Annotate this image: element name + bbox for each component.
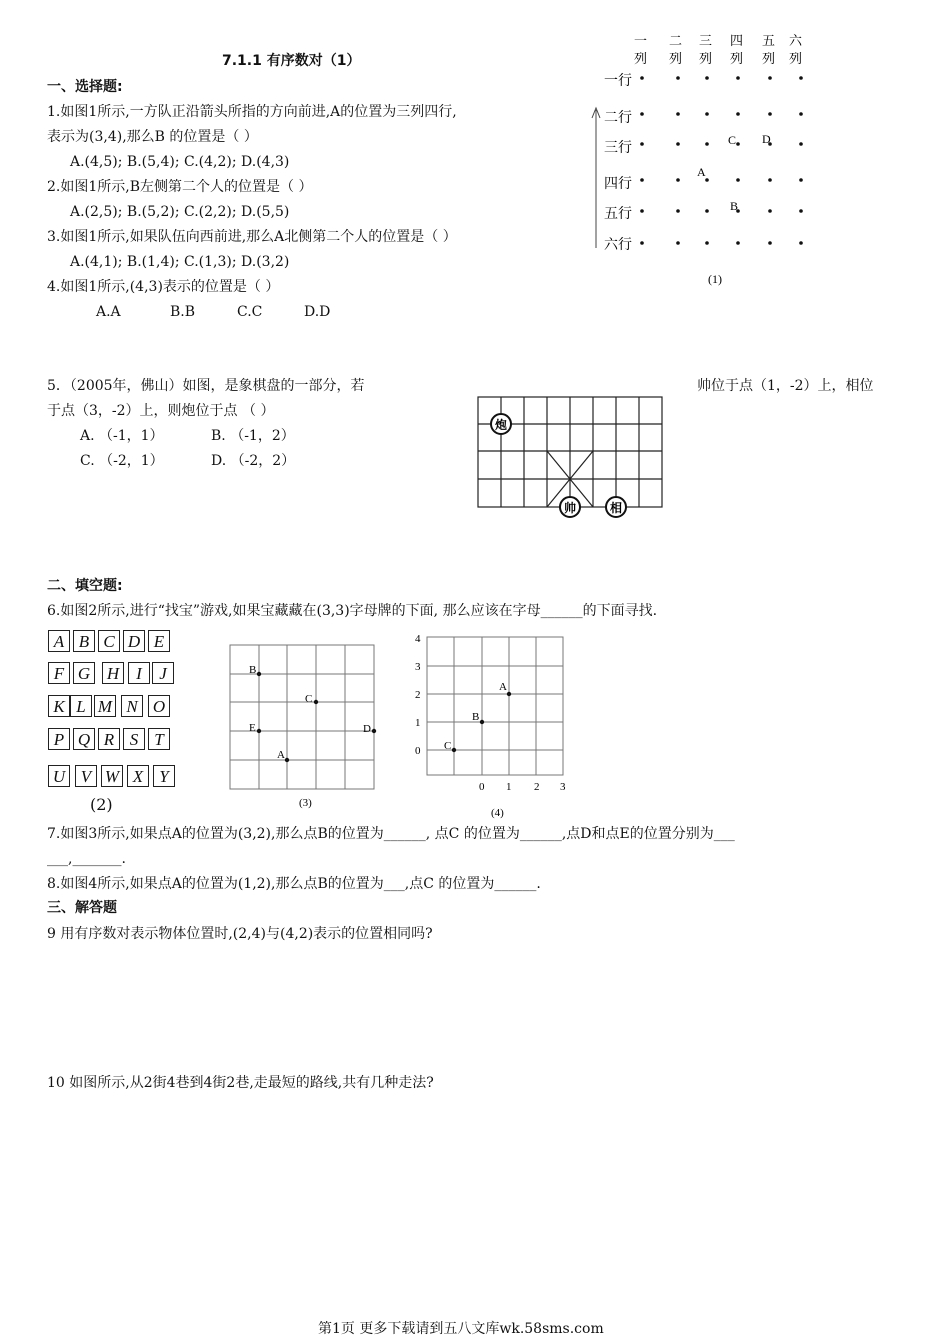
fig1-row-1: 一行 bbox=[604, 74, 632, 89]
q9-text: 9 用有序数对表示物体位置时,(2,4)与(4,2)表示的位置相同吗? bbox=[47, 926, 433, 942]
fig4-xtick: 0 bbox=[479, 781, 485, 793]
fig1-dot-r4-c5 bbox=[768, 178, 772, 182]
fig1-dot-r6-c5 bbox=[768, 241, 772, 245]
fig1-col-4-a: 四 bbox=[730, 33, 744, 48]
fig1-dot-r6-c6 bbox=[799, 241, 803, 245]
fig3-point-d bbox=[372, 729, 376, 733]
fig1-dot-r5-c5 bbox=[768, 209, 772, 213]
letter-card: V bbox=[75, 765, 97, 787]
letter-card: G bbox=[73, 662, 95, 684]
q5-option-a: A. （-1，1） bbox=[80, 428, 164, 444]
fig1-dot-r6-c4 bbox=[736, 241, 740, 245]
piece-xiang-label: 相 bbox=[609, 501, 623, 515]
q5-text-a: 5．（2005年，佛山）如图，是象棋盘的一部分，若 bbox=[47, 378, 365, 394]
q5-text-2: 于点（3，-2）上，则炮位于点 （ ） bbox=[47, 403, 275, 419]
fig1-dot-r3-c4 bbox=[736, 142, 740, 146]
fig1-col-3-a: 三 bbox=[699, 33, 713, 48]
fig4-point-c bbox=[452, 748, 456, 752]
q4-text: 4.如图1所示,(4,3)表示的位置是（ ） bbox=[47, 279, 280, 295]
fig1-caption: (1) bbox=[708, 272, 722, 286]
fig1-col-4-b: 列 bbox=[730, 51, 744, 66]
section-answer-heading: 三、解答题 bbox=[47, 900, 117, 916]
fig1-dot-r1-c2 bbox=[676, 76, 680, 80]
fig4-ytick: 2 bbox=[415, 689, 421, 701]
fig1-dot-r3-c3 bbox=[705, 142, 709, 146]
fig4-label-a: A bbox=[499, 681, 507, 693]
fig4-xtick: 1 bbox=[506, 781, 512, 793]
q1-text-2: 表示为(3,4),那么B 的位置是（ ） bbox=[47, 129, 258, 145]
fig1-row-6: 六行 bbox=[604, 238, 632, 253]
fig1-dot-r3-c1 bbox=[640, 142, 644, 146]
fig4-xtick: 3 bbox=[560, 781, 566, 793]
fig1-col-3-b: 列 bbox=[699, 51, 713, 66]
fig1-dots bbox=[640, 76, 803, 245]
fig3-label-e: E bbox=[249, 722, 256, 734]
fig1-dot-r5-c6 bbox=[799, 209, 803, 213]
fig1-col-headers bbox=[634, 33, 803, 66]
fig1-dot-r1-c3 bbox=[705, 76, 709, 80]
fig3-point-b bbox=[257, 672, 261, 676]
fig1-dot-r5-c1 bbox=[640, 209, 644, 213]
fig1-label-a: A bbox=[697, 165, 706, 179]
piece-xiang bbox=[606, 497, 626, 517]
q8-text: 8.如图4所示,如果点A的位置为(1,2),那么点B的位置为___,点C 的位置为______. bbox=[47, 876, 541, 892]
letter-card: L bbox=[70, 695, 92, 717]
fig1-dot-r2-c4 bbox=[736, 112, 740, 116]
fig4-ytick: 0 bbox=[415, 745, 421, 757]
piece-shuai bbox=[560, 497, 580, 517]
fig3-label-c: C bbox=[305, 693, 313, 705]
fig1-col-5-b: 列 bbox=[762, 51, 776, 66]
page-footer: 第1页 更多下载请到五八文库wk.58sms.com bbox=[318, 1321, 604, 1337]
fig1-dot-r4-c6 bbox=[799, 178, 803, 182]
fig1-dot-r2-c6 bbox=[799, 112, 803, 116]
letter-card: N bbox=[121, 695, 143, 717]
fig3-point-e bbox=[257, 729, 261, 733]
fig1-dot-r1-c5 bbox=[768, 76, 772, 80]
fig4-xtick: 2 bbox=[534, 781, 540, 793]
fig4-ytick: 1 bbox=[415, 717, 421, 729]
q10-text: 10 如图所示,从2街4巷到4街2巷,走最短的路线,共有几种走法? bbox=[47, 1075, 434, 1091]
letter-card: T bbox=[148, 728, 170, 750]
fig2-caption: (2) bbox=[90, 795, 113, 814]
letter-card: X bbox=[127, 765, 149, 787]
fig1-dot-r6-c2 bbox=[676, 241, 680, 245]
page-title: 7.1.1 有序数对（1） bbox=[222, 53, 361, 69]
q3-text: 3.如图1所示,如果队伍向西前进,那么A北侧第二个人的位置是（ ） bbox=[47, 229, 457, 245]
letter-card: Y bbox=[153, 765, 175, 787]
fig1-dot-r2-c1 bbox=[640, 112, 644, 116]
section-choice-heading: 一、选择题: bbox=[47, 79, 123, 95]
letter-card: S bbox=[123, 728, 145, 750]
letter-card: U bbox=[48, 765, 70, 787]
q4-option-d: D.D bbox=[304, 304, 331, 320]
fig3-point-c bbox=[314, 700, 318, 704]
fig3-label-b: B bbox=[249, 664, 257, 676]
figure-1-formation bbox=[590, 30, 820, 295]
fig4-grid-lines bbox=[427, 637, 563, 775]
letter-card: J bbox=[152, 662, 174, 684]
q1-text: 1.如图1所示,一方队正沿箭头所指的方向前进,A的位置为三列四行, bbox=[47, 104, 457, 120]
fig1-dot-r2-c2 bbox=[676, 112, 680, 116]
letter-card: C bbox=[98, 630, 120, 652]
fig4-caption: (4) bbox=[491, 807, 504, 819]
letter-card: Q bbox=[73, 728, 95, 750]
fig1-dot-r2-c5 bbox=[768, 112, 772, 116]
fig1-dot-r2-c3 bbox=[705, 112, 709, 116]
piece-shuai-label: 帅 bbox=[563, 501, 577, 515]
q7-text: 7.如图3所示,如果点A的位置为(3,2),那么点B的位置为______, 点C 的位置为______,点D和点E的位置分别为___ bbox=[47, 826, 735, 842]
letter-card: D bbox=[123, 630, 145, 652]
q4-option-a: A.A bbox=[96, 304, 121, 320]
fig4-ytick: 4 bbox=[415, 633, 421, 645]
q7-text-2: ___,_______. bbox=[47, 851, 126, 867]
q1-options: A.(4,5); B.(5,4); C.(4,2); D.(4,3) bbox=[70, 154, 290, 170]
fig1-label-c: C bbox=[728, 133, 737, 147]
letter-card: K bbox=[48, 695, 70, 717]
piece-pao-label: 炮 bbox=[494, 418, 508, 432]
q5-option-d: D. （-2，2） bbox=[211, 453, 296, 469]
figure-4-coordinate-grid bbox=[405, 628, 580, 823]
q6-text: 6.如图2所示,进行“找宝”游戏,如果宝藏藏在(3,3)字母牌的下面, 那么应该在字母______的下面寻找. bbox=[47, 603, 658, 619]
fig1-row-2: 二行 bbox=[604, 111, 632, 126]
fig1-dot-r4-c3 bbox=[705, 178, 709, 182]
letter-card: E bbox=[148, 630, 170, 652]
fig1-col-1-b: 列 bbox=[634, 51, 648, 66]
fig1-col-6-b: 列 bbox=[789, 51, 803, 66]
fig1-dot-r6-c3 bbox=[705, 241, 709, 245]
fig4-point-a bbox=[507, 692, 511, 696]
section-fill-heading: 二、填空题: bbox=[47, 578, 123, 594]
fig1-dot-r3-c2 bbox=[676, 142, 680, 146]
q4-option-c: C.C bbox=[237, 304, 263, 320]
fig3-label-a: A bbox=[277, 749, 285, 761]
letter-card: F bbox=[48, 662, 70, 684]
fig4-ytick: 3 bbox=[415, 661, 421, 673]
figure-3-grid bbox=[225, 640, 380, 815]
fig1-col-6-a: 六 bbox=[789, 33, 803, 48]
fig4-label-b: B bbox=[472, 711, 480, 723]
fig1-row-4: 四行 bbox=[604, 177, 632, 192]
fig1-dot-r3-c6 bbox=[799, 142, 803, 146]
q4-option-b: B.B bbox=[170, 304, 196, 320]
q5-option-c: C. （-2，1） bbox=[80, 453, 164, 469]
fig1-dot-r1-c1 bbox=[640, 76, 644, 80]
fig1-row-labels bbox=[604, 73, 632, 253]
q3-options: A.(4,1); B.(1,4); C.(1,3); D.(3,2) bbox=[70, 254, 290, 270]
q2-options: A.(2,5); B.(5,2); C.(2,2); D.(5,5) bbox=[70, 204, 290, 220]
letter-card: A bbox=[48, 630, 70, 652]
letter-card: R bbox=[98, 728, 120, 750]
fig1-dot-r4-c2 bbox=[676, 178, 680, 182]
chessboard-figure bbox=[470, 392, 670, 522]
fig1-dot-r1-c6 bbox=[799, 76, 803, 80]
fig1-dot-r5-c2 bbox=[676, 209, 680, 213]
fig1-row-5: 五行 bbox=[604, 207, 632, 222]
fig3-caption: (3) bbox=[299, 797, 312, 809]
fig3-point-a bbox=[285, 758, 289, 762]
piece-pao bbox=[491, 414, 511, 434]
fig1-col-2-b: 列 bbox=[669, 51, 683, 66]
fig4-label-c: C bbox=[444, 740, 452, 752]
fig1-dot-r4-c1 bbox=[640, 178, 644, 182]
letter-card: B bbox=[73, 630, 95, 652]
fig1-dot-r4-c4 bbox=[736, 178, 740, 182]
fig1-row-3: 三行 bbox=[604, 141, 632, 156]
letter-card: I bbox=[128, 662, 150, 684]
letter-card: H bbox=[102, 662, 124, 684]
letter-card: P bbox=[48, 728, 70, 750]
letter-card: M bbox=[94, 695, 116, 717]
q5-option-b: B. （-1，2） bbox=[211, 428, 295, 444]
fig1-dot-r5-c3 bbox=[705, 209, 709, 213]
letter-card: O bbox=[148, 695, 170, 717]
fig4-point-b bbox=[480, 720, 484, 724]
fig1-dot-r6-c1 bbox=[640, 241, 644, 245]
fig3-label-d: D bbox=[363, 723, 371, 735]
letter-card: W bbox=[101, 765, 123, 787]
chessboard-grid bbox=[478, 397, 662, 507]
q5-text-b: 帅位于点（1，-2）上，相位 bbox=[697, 378, 874, 394]
fig1-label-d: D bbox=[762, 132, 771, 146]
fig1-col-2-a: 二 bbox=[669, 33, 683, 48]
fig1-label-b: B bbox=[730, 199, 739, 213]
fig1-dot-r1-c4 bbox=[736, 76, 740, 80]
fig1-col-1-a: 一 bbox=[634, 33, 648, 48]
q2-text: 2.如图1所示,B左侧第二个人的位置是（ ） bbox=[47, 179, 313, 195]
fig1-col-5-a: 五 bbox=[762, 33, 776, 48]
